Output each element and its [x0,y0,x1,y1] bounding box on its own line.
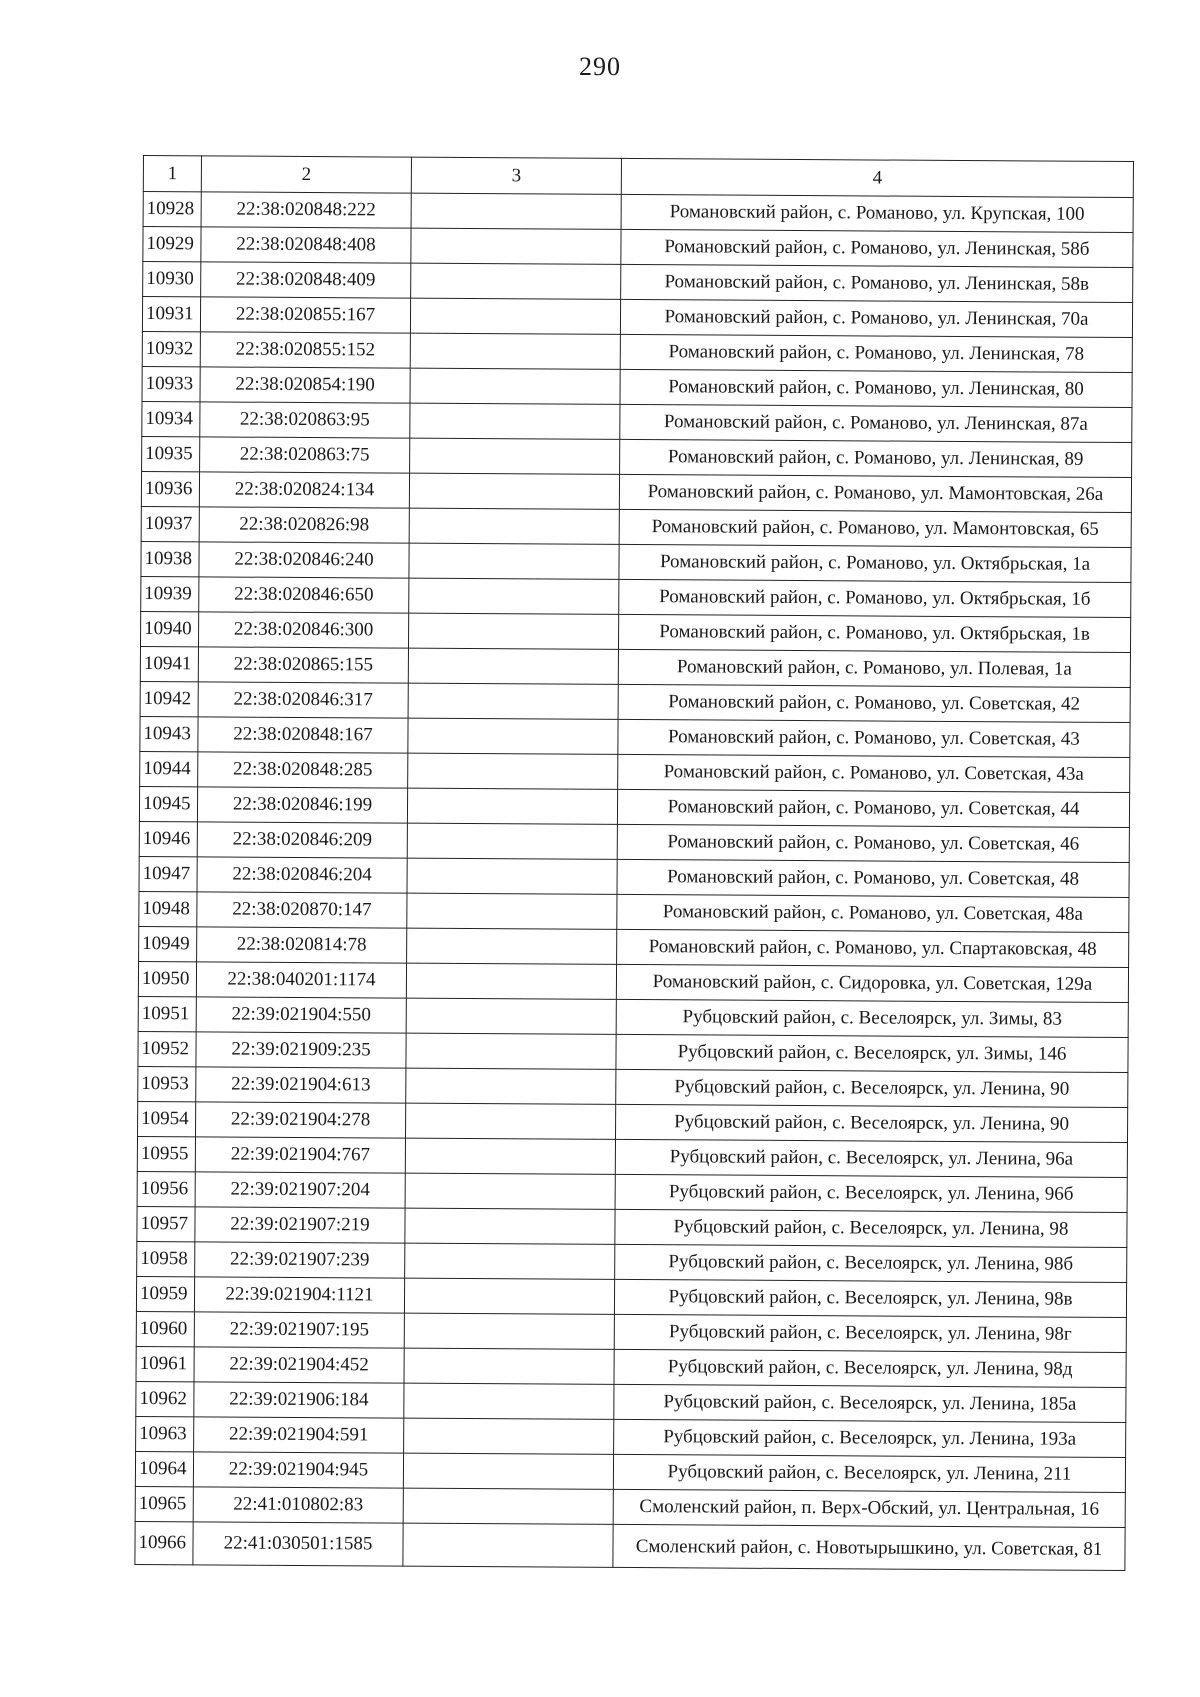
table-row [140,646,1130,687]
table-row [141,506,1131,547]
column-3-cell [404,1418,614,1454]
row-number-cell: 10950 [138,961,196,996]
address-cell: Романовский район, с. Романово, ул. Спартаковская, 48 [617,929,1129,967]
table-row [138,1066,1128,1107]
table-row [140,611,1130,652]
cadastral-number-cell: 22:38:020870:147 [197,892,407,928]
row-number-cell: 10949 [139,926,197,961]
column-3-cell [408,613,618,649]
table-row [139,891,1129,932]
row-number-cell: 10959 [136,1276,194,1311]
row-number-cell: 10929 [143,227,201,262]
row-number-cell: 10944 [140,751,198,786]
column-3-cell [410,298,620,334]
row-number-cell: 10951 [138,996,196,1031]
cadastral-number-cell: 22:39:021907:219 [195,1207,405,1243]
column-3-cell [408,683,618,719]
table-row [142,436,1132,477]
row-number-cell: 10934 [142,401,200,436]
row-number-cell: 10956 [137,1171,195,1206]
cadastral-number-cell: 22:39:021904:613 [196,1067,406,1103]
table-row [139,821,1129,862]
column-3-cell [410,368,620,404]
column-header-2: 2 [201,156,411,193]
cadastral-number-cell: 22:39:021904:452 [194,1347,404,1383]
table-row [142,331,1132,372]
table-row [137,1136,1127,1177]
address-cell: Романовский район, с. Романово, ул. Советская, 48 [617,859,1129,897]
table-row [135,1451,1125,1492]
cadastral-number-cell: 22:38:020846:300 [198,612,408,648]
row-number-cell: 10938 [141,541,199,576]
column-3-cell [411,193,621,229]
cadastral-number-cell: 22:39:021907:204 [195,1172,405,1208]
table-row [135,1521,1125,1570]
row-number-cell: 10960 [136,1311,194,1346]
table-row [136,1346,1126,1387]
cadastral-number-cell: 22:39:021907:239 [195,1242,405,1278]
row-number-cell: 10933 [142,366,200,401]
cadastral-number-cell: 22:38:020846:199 [197,787,407,823]
cadastral-number-cell: 22:38:020855:167 [200,297,410,333]
registry-body [135,192,1133,1571]
cadastral-number-cell: 22:38:040201:1174 [196,962,406,998]
table-row [142,401,1132,442]
table-row [138,961,1128,1002]
address-cell: Рубцовский район, с. Веселоярск, ул. Ленина, 90 [615,1104,1127,1142]
column-3-cell [407,893,617,929]
column-3-cell [406,963,616,999]
cadastral-number-cell: 22:39:021909:235 [196,1032,406,1068]
table-row [136,1416,1126,1457]
cadastral-number-cell: 22:39:021906:184 [194,1382,404,1418]
row-number-cell: 10936 [141,471,199,506]
table-row [141,541,1131,582]
column-header-4: 4 [621,158,1133,197]
cadastral-number-cell: 22:38:020814:78 [197,927,407,963]
column-3-cell [411,228,621,264]
table-row [136,1276,1126,1317]
row-number-cell: 10928 [143,192,201,227]
address-cell: Романовский район, с. Романово, ул. Ленинская, 58в [621,264,1133,302]
address-cell: Рубцовский район, с. Веселоярск, ул. Ленина, 193а [614,1419,1126,1457]
column-3-cell [403,1523,613,1567]
cadastral-number-cell: 22:39:021904:278 [196,1102,406,1138]
cadastral-number-cell: 22:38:020863:95 [200,402,410,438]
row-number-cell: 10942 [140,681,198,716]
address-cell: Рубцовский район, с. Веселоярск, ул. Зимы, 83 [616,999,1128,1037]
table-row [138,1031,1128,1072]
row-number-cell: 10939 [141,576,199,611]
address-cell: Рубцовский район, с. Веселоярск, ул. Ленина, 98б [615,1244,1127,1282]
address-cell: Романовский район, с. Романово, ул. Советская, 42 [618,684,1130,722]
column-3-cell [404,1313,614,1349]
address-cell: Романовский район, с. Романово, ул. Советская, 43 [618,719,1130,757]
row-number-cell: 10935 [142,436,200,471]
column-3-cell [407,928,617,964]
cadastral-number-cell: 22:39:021907:195 [194,1312,404,1348]
registry-table [134,155,1134,1571]
table-row [136,1381,1126,1422]
address-cell: Рубцовский район, с. Веселоярск, ул. Ленина, 185а [614,1384,1126,1422]
row-number-cell: 10943 [140,716,198,751]
cadastral-number-cell: 22:38:020848:167 [198,717,408,753]
address-cell: Романовский район, с. Романово, ул. Октябрьская, 1а [619,544,1131,582]
column-3-cell [405,1173,615,1209]
address-cell: Романовский район, с. Романово, ул. Советская, 46 [617,824,1129,862]
address-cell: Романовский район, с. Романово, ул. Ленинская, 78 [620,334,1132,372]
cadastral-number-cell: 22:39:021904:591 [194,1417,404,1453]
cadastral-number-cell: 22:41:010802:83 [193,1487,403,1523]
row-number-cell: 10963 [136,1416,194,1451]
address-cell: Романовский район, с. Романово, ул. Советская, 48а [617,894,1129,932]
address-cell: Романовский район, с. Сидоровка, ул. Советская, 129а [616,964,1128,1002]
address-cell: Романовский район, с. Романово, ул. Советская, 44 [617,789,1129,827]
table-row [139,926,1129,967]
address-cell: Романовский район, с. Романово, ул. Ленинская, 80 [620,369,1132,407]
address-cell: Рубцовский район, с. Веселоярск, ул. Ленина, 98д [614,1349,1126,1387]
cadastral-number-cell: 22:38:020826:98 [199,507,409,543]
table-row [136,1311,1126,1352]
row-number-cell: 10966 [135,1521,193,1564]
address-cell: Романовский район, с. Романово, ул. Ленинская, 70а [620,299,1132,337]
column-3-cell [409,473,619,509]
row-number-cell: 10937 [141,506,199,541]
row-number-cell: 10964 [135,1451,193,1486]
column-3-cell [404,1383,614,1419]
column-3-cell [403,1453,613,1489]
table-row [140,716,1130,757]
column-3-cell [408,753,618,789]
table-row [142,297,1132,338]
cadastral-number-cell: 22:38:020865:155 [198,647,408,683]
row-number-cell: 10954 [138,1101,196,1136]
cadastral-number-cell: 22:39:021904:550 [196,997,406,1033]
row-number-cell: 10962 [136,1381,194,1416]
table-row [137,1206,1127,1247]
row-number-cell: 10930 [143,262,201,297]
column-3-cell [409,508,619,544]
cadastral-number-cell: 22:38:020846:209 [197,822,407,858]
address-cell: Романовский район, с. Романово, ул. Октябрьская, 1б [619,579,1131,617]
column-3-cell [407,823,617,859]
address-cell: Рубцовский район, с. Веселоярск, ул. Ленина, 90 [616,1069,1128,1107]
cadastral-number-cell: 22:38:020846:317 [198,682,408,718]
column-3-cell [410,403,620,439]
row-number-cell: 10932 [142,331,200,366]
table-row [135,1486,1125,1527]
row-number-cell: 10961 [136,1346,194,1381]
table-row [139,786,1129,827]
column-3-cell [408,718,618,754]
table-row [139,856,1129,897]
address-cell: Смоленский район, с. Новотырышкино, ул. Советская, 81 [613,1524,1125,1570]
address-cell: Романовский район, с. Романово, ул. Мамонтовская, 65 [619,509,1131,547]
row-number-cell: 10946 [139,821,197,856]
table-row [140,681,1130,722]
column-3-cell [408,648,618,684]
column-3-cell [405,1103,615,1139]
column-3-cell [409,578,619,614]
table-row [142,366,1132,407]
address-cell: Романовский район, с. Романово, ул. Ленинская, 87а [620,404,1132,442]
row-number-cell: 10955 [137,1136,195,1171]
page-number: 290 [579,52,621,81]
address-cell: Романовский район, с. Романово, ул. Ленинская, 89 [620,439,1132,477]
cadastral-number-cell: 22:38:020855:152 [200,332,410,368]
cadastral-number-cell: 22:38:020848:285 [198,752,408,788]
column-3-cell [405,1208,615,1244]
column-3-cell [406,1033,616,1069]
row-number-cell: 10953 [138,1066,196,1101]
table-row [137,1171,1127,1212]
table-row [143,227,1133,268]
row-number-cell: 10940 [140,611,198,646]
table-row [141,576,1131,617]
column-3-cell [411,263,621,299]
row-number-cell: 10931 [142,297,200,332]
column-3-cell [404,1348,614,1384]
row-number-cell: 10958 [137,1241,195,1276]
address-cell: Романовский район, с. Романово, ул. Полевая, 1а [618,649,1130,687]
address-cell: Рубцовский район, с. Веселоярск, ул. Ленина, 211 [613,1454,1125,1492]
column-3-cell [410,438,620,474]
address-cell: Романовский район, с. Романово, ул. Крупская, 100 [621,194,1133,232]
row-number-cell: 10957 [137,1206,195,1241]
cadastral-number-cell: 22:38:020848:409 [201,262,411,298]
cadastral-number-cell: 22:38:020846:204 [197,857,407,893]
column-3-cell [409,543,619,579]
column-3-cell [407,858,617,894]
cadastral-number-cell: 22:39:021904:945 [193,1452,403,1488]
row-number-cell: 10941 [140,646,198,681]
address-cell: Рубцовский район, с. Веселоярск, ул. Ленина, 98в [614,1279,1126,1317]
column-header-3: 3 [411,157,621,194]
table-header-row [143,156,1133,198]
table-row [138,996,1128,1037]
address-cell: Рубцовский район, с. Веселоярск, ул. Ленина, 98 [615,1209,1127,1247]
address-cell: Рубцовский район, с. Веселоярск, ул. Ленина, 96б [615,1174,1127,1212]
column-header-1: 1 [143,156,201,192]
address-cell: Романовский район, с. Романово, ул. Советская, 43а [618,754,1130,792]
address-cell: Рубцовский район, с. Веселоярск, ул. Зимы, 146 [616,1034,1128,1072]
address-cell: Рубцовский район, с. Веселоярск, ул. Ленина, 96а [615,1139,1127,1177]
column-3-cell [407,788,617,824]
cadastral-number-cell: 22:38:020846:240 [199,542,409,578]
row-number-cell: 10952 [138,1031,196,1066]
column-3-cell [410,333,620,369]
column-3-cell [406,998,616,1034]
row-number-cell: 10947 [139,856,197,891]
cadastral-number-cell: 22:38:020848:408 [201,227,411,263]
column-3-cell [405,1138,615,1174]
table-row [138,1101,1128,1142]
cadastral-number-cell: 22:41:030501:1585 [193,1522,403,1566]
cadastral-number-cell: 22:39:021904:1121 [194,1277,404,1313]
table-row [143,192,1133,233]
cadastral-number-cell: 22:38:020846:650 [199,577,409,613]
column-3-cell [405,1243,615,1279]
row-number-cell: 10948 [139,891,197,926]
cadastral-number-cell: 22:38:020848:222 [201,192,411,228]
table-row [137,1241,1127,1282]
cadastral-number-cell: 22:38:020863:75 [200,437,410,473]
cadastral-number-cell: 22:38:020824:134 [199,472,409,508]
row-number-cell: 10945 [139,786,197,821]
column-3-cell [406,1068,616,1104]
address-cell: Смоленский район, п. Верх-Обский, ул. Центральная, 16 [613,1489,1125,1527]
address-cell: Романовский район, с. Романово, ул. Ленинская, 58б [621,229,1133,267]
row-number-cell: 10965 [135,1486,193,1521]
table-row [141,471,1131,512]
cadastral-number-cell: 22:39:021904:767 [195,1137,405,1173]
column-3-cell [403,1488,613,1524]
cadastral-number-cell: 22:38:020854:190 [200,367,410,403]
address-cell: Рубцовский район, с. Веселоярск, ул. Ленина, 98г [614,1314,1126,1352]
table-row [143,262,1133,303]
address-cell: Романовский район, с. Романово, ул. Мамонтовская, 26а [619,474,1131,512]
table-row [140,751,1130,792]
column-3-cell [404,1278,614,1314]
address-cell: Романовский район, с. Романово, ул. Октябрьская, 1в [618,614,1130,652]
